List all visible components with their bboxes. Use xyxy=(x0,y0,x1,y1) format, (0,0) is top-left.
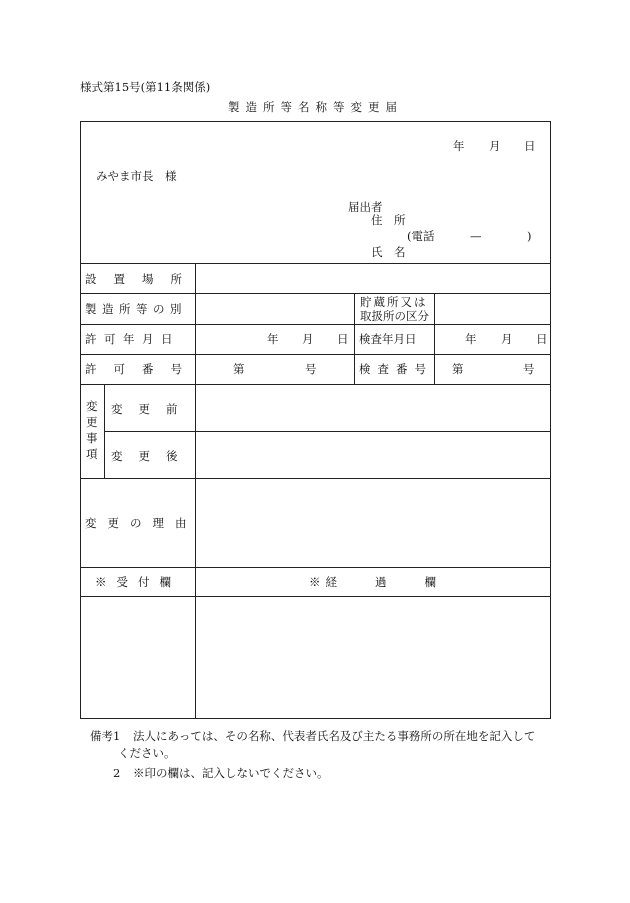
rule-header-bottom xyxy=(80,263,551,264)
inspection-no-prefix: 第 xyxy=(452,362,464,376)
rule-mid-left xyxy=(354,293,355,384)
note1-line2: ください。 xyxy=(118,746,176,760)
note1-prefix: 備考1 xyxy=(90,729,121,743)
note2-text: ※印の欄は、記入しないでください。 xyxy=(133,766,329,780)
permit-no-suffix: 号 xyxy=(305,362,317,376)
phone-dash: — xyxy=(470,229,482,243)
applicant-label: 届出者 xyxy=(348,200,383,214)
note2-prefix: 2 xyxy=(113,766,121,780)
header-month: 月 xyxy=(489,139,501,153)
inspection-year: 年 xyxy=(465,332,477,346)
phone-label: (電話 xyxy=(407,229,435,243)
change-items-char-1: 変 xyxy=(86,399,98,413)
form-number: 様式第15号(第11条関係) xyxy=(80,80,211,94)
rule-type-bottom xyxy=(80,324,551,325)
change-items-char-4: 項 xyxy=(86,447,98,461)
inspection-date-label: 検査年月日 xyxy=(359,332,417,346)
inspection-no-suffix: 号 xyxy=(523,362,535,376)
page-title: 製造所等名称等変更届 xyxy=(228,100,403,114)
inspection-day: 日 xyxy=(536,332,548,346)
storage-label-line2: 取扱所の区分 xyxy=(360,309,429,323)
form-table xyxy=(80,121,551,719)
rule-before-bottom xyxy=(104,431,551,432)
permit-number-label: 許可番号 xyxy=(85,362,199,376)
storage-label-line1: 貯蔵所又は xyxy=(360,295,428,309)
progress-label: ※経 過 欄 xyxy=(309,575,441,589)
permit-no-prefix: 第 xyxy=(233,362,245,376)
rule-label-column xyxy=(195,263,196,719)
rule-date-bottom xyxy=(80,354,551,355)
facility-type-label: 製造所等の別 xyxy=(85,302,187,316)
after-label: 変更後 xyxy=(111,449,194,463)
rule-reception-header-bottom xyxy=(80,596,551,597)
reason-label: 変更の理由 xyxy=(85,516,198,530)
location-label: 設置場所 xyxy=(85,272,199,286)
address-label: 住 所 xyxy=(371,213,406,227)
before-label: 変更前 xyxy=(111,402,194,416)
change-items-char-3: 事 xyxy=(86,431,98,445)
inspection-number-label: 検査番号 xyxy=(359,362,433,376)
header-day: 日 xyxy=(524,139,536,153)
note1-line1: 法人にあっては、その名称、代表者氏名及び主たる事務所の所在地を記入して xyxy=(133,729,536,743)
permit-day: 日 xyxy=(337,332,349,346)
header-year: 年 xyxy=(453,139,465,153)
rule-change-items-column xyxy=(104,384,105,478)
permit-date-label: 許可年月日 xyxy=(85,332,180,346)
permit-year: 年 xyxy=(267,332,279,346)
rule-location-bottom xyxy=(80,293,551,294)
reception-label: ※受付欄 xyxy=(95,575,181,589)
rule-number-bottom xyxy=(80,384,551,385)
permit-month: 月 xyxy=(302,332,314,346)
inspection-month: 月 xyxy=(501,332,513,346)
rule-mid-right xyxy=(434,293,435,384)
name-label: 氏 名 xyxy=(371,245,406,259)
rule-change-bottom xyxy=(80,478,551,479)
addressee: みやま市長 様 xyxy=(96,169,177,183)
rule-reason-bottom xyxy=(80,567,551,568)
change-items-char-2: 更 xyxy=(86,415,98,429)
phone-close: ) xyxy=(527,229,532,243)
